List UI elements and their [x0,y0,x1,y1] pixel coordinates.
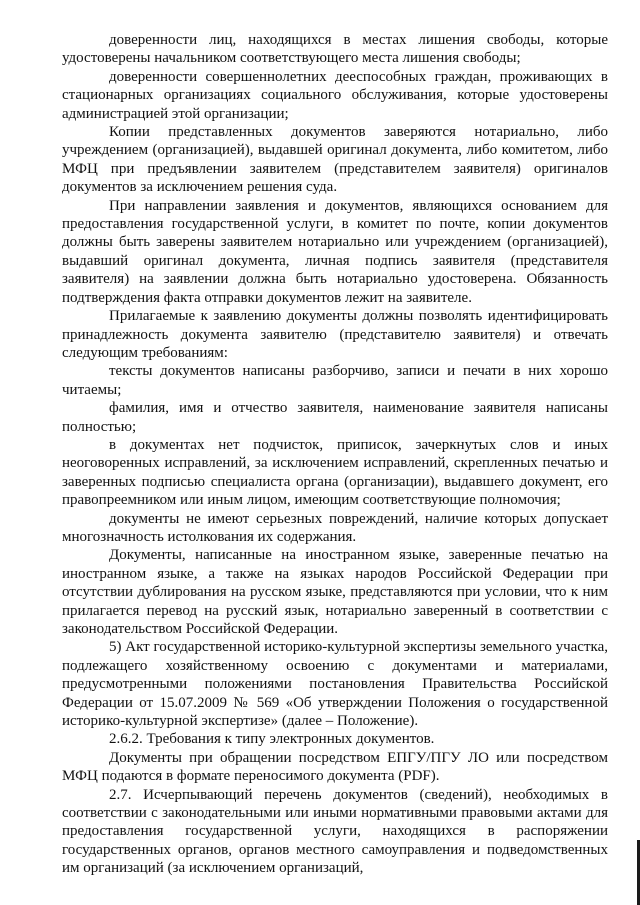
paragraph-8: в документах нет подчисток, приписок, зачеркнутых слов и иных неоговоренных исправлений, за исключением исправлений, скрепленных печатью и заверенных подписью специалиста органа (организации), выдавшего документ, его правопреемником или иным лицом, имеющим соответствующие полномочия; [62,436,608,509]
paragraph-3: Копии представленных документов заверяются нотариально, либо учреждением (организацией), выдавшей оригинал документа, либо комитетом, либо МФЦ при предъявлении заявителем (представителем заявителя) оригиналов документов за исключением решения суда. [62,124,608,196]
paragraph-11: 5) Акт государственной историко-культурной экспертизы земельного участка, подлежащего хозяйственному освоению с документами и материалами, предусмотренными положениями постановления Правительства Российской Федерации от 15.07.2009 № 569 «Об утверждении Положения о государственной историко-культурной экспертизе» (далее – Положение). [62,639,608,730]
paragraph-4: При направлении заявления и документов, являющихся основанием для предоставления государственной услуги, в комитет по почте, копии документов должны быть заверены заявителем нотариально или учреждением (организацией), выдавший оригинал документа, личная подпись заявителя (представителя заявителя) на заявлении должна быть нотариально удостоверена. Обязанность подтверждения факта отправки документов лежит на заявителе. [62,197,608,306]
paragraph-1: доверенности лиц, находящихся в местах лишения свободы, которые удостоверены начальником соответствующего места лишения свободы; [62,32,608,67]
paragraph-10: Документы, написанные на иностранном языке, заверенные печатью на иностранном языке, а также на языках народов Российской Федерации при отсутствии дублирования на русском языке, представляются при условии, что к ним прилагается перевод на русский язык, нотариально заверенный в соответствии с законодательством Российской Федерации. [62,547,608,637]
paragraph-9: документы не имеют серьезных повреждений, наличие которых допускает многозначность истолкования их содержания. [62,510,608,545]
paragraph-12: 2.6.2. Требования к типу электронных документов. [109,731,435,748]
paragraph-5: Прилагаемые к заявлению документы должны позволять идентифицировать принадлежность документа заявителю (представителю заявителя) и отвечать следующим требованиям: [62,308,608,361]
paragraph-13: Документы при обращении посредством ЕПГУ/ПГУ ЛО или посредством МФЦ подаются в формате переносимого документа (PDF). [62,749,608,785]
paragraph-7: фамилия, имя и отчество заявителя, наименование заявителя написаны полностью; [62,400,608,435]
paragraph-2: доверенности совершеннолетних дееспособных граждан, проживающих в стационарных организациях социального обслуживания, которые удостоверены администрацией этой организации; [62,68,608,122]
paragraph-14: 2.7. Исчерпывающий перечень документов (сведений), необходимых в соответствии с законодательными или иными нормативными правовыми актами для предоставления государственной услуги, находящихся в распоряжении государственных органов, органов местного самоуправления и подведомственных им организаций (за исключением организаций, [62,786,608,877]
paragraph-6: тексты документов написаны разборчиво, записи и печати в них хорошо читаемы; [62,363,608,398]
document-body [62,31,608,878]
